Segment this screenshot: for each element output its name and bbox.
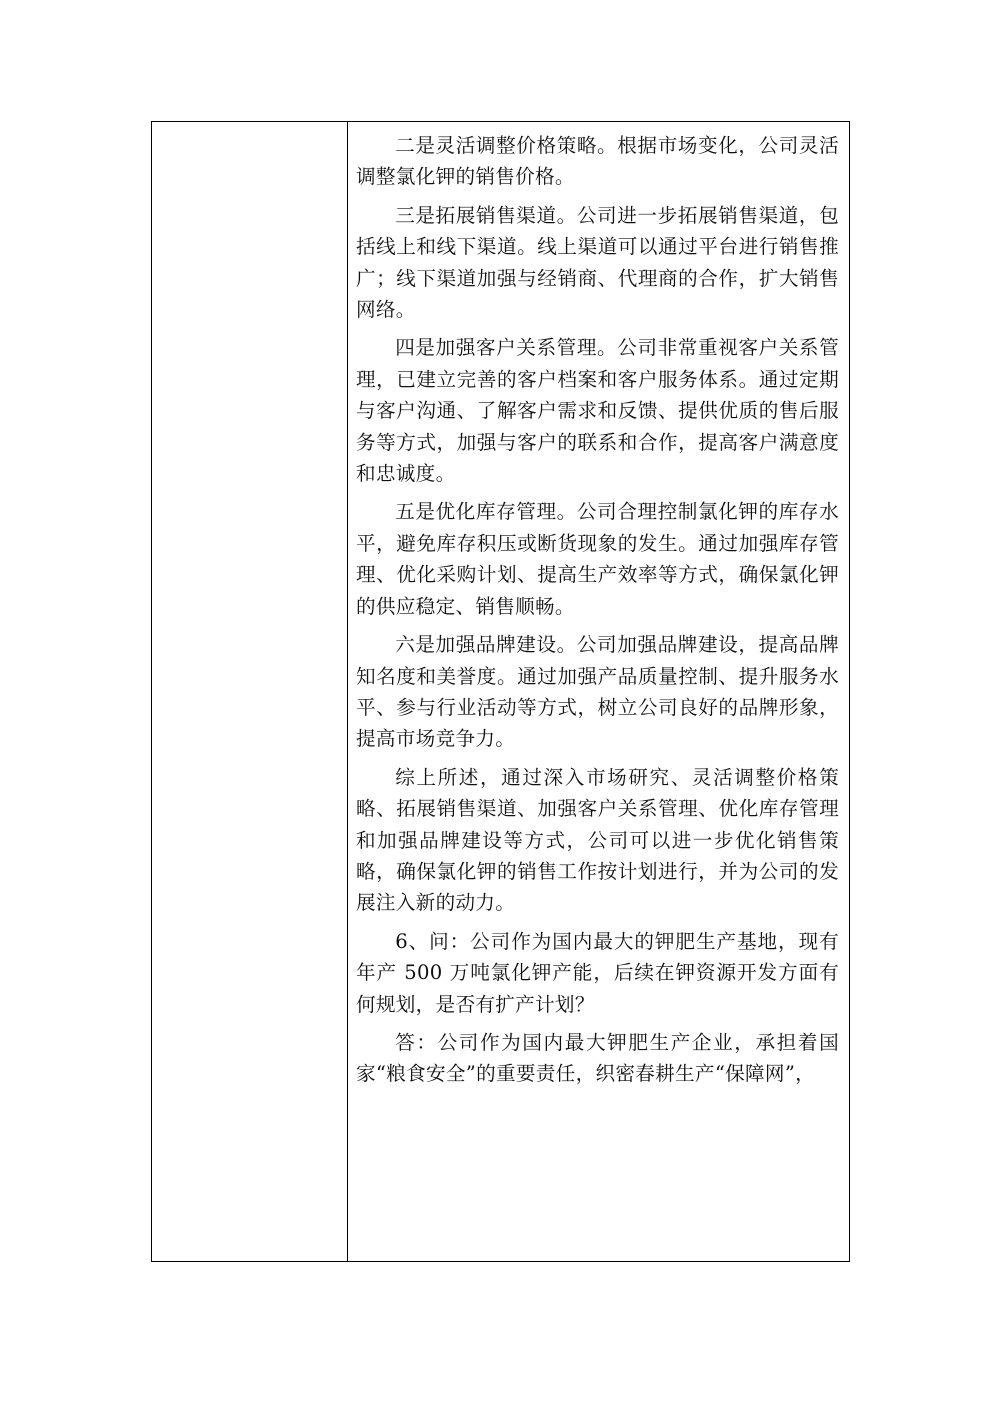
paragraph-question-6: 6、问：公司作为国内最大的钾肥生产基地，现有年产 500 万吨氯化钾产能，后续在钾资源开发方面有何规划，是否有扩产计划？: [356, 929, 839, 1016]
document-table: [151, 121, 850, 1262]
paragraph-price-strategy: 二是灵活调整价格策略。根据市场变化，公司灵活调整氯化钾的销售价格。: [356, 134, 839, 189]
paragraph-sales-channels: 三是拓展销售渠道。公司进一步拓展销售渠道，包括线上和线下渠道。线上渠道可以通过平台进行销售推广；线下渠道加强与经销商、代理商的合作，扩大销售网络。: [356, 203, 839, 322]
paragraph-customer-relations: 四是加强客户关系管理。公司非常重视客户关系管理，已建立完善的客户档案和客户服务体系。通过定期与客户沟通、了解客户需求和反馈、提供优质的售后服务等方式，加强与客户的联系和合作，提高客户满意度和忠诚度。: [356, 336, 839, 486]
paragraph-answer-6: 答：公司作为国内最大钾肥生产企业，承担着国家“粮食安全”的重要责任，织密春耕生产“保障网”，: [356, 1030, 839, 1086]
paragraph-brand-building: 六是加强品牌建设。公司加强品牌建设，提高品牌知名度和美誉度。通过加强产品质量控制、提升服务水平、参与行业活动等方式，树立公司良好的品牌形象，提高市场竞争力。: [356, 633, 839, 751]
paragraph-inventory-management: 五是优化库存管理。公司合理控制氯化钾的库存水平，避免库存积压或断货现象的发生。通过加强库存管理、优化采购计划、提高生产效率等方式，确保氯化钾的供应稳定、销售顺畅。: [356, 500, 839, 618]
paragraph-summary: 综上所述，通过深入市场研究、灵活调整价格策略、拓展销售渠道、加强客户关系管理、优化库存管理和加强品牌建设等方式，公司可以进一步优化销售策略，确保氯化钾的销售工作按计划进行，并为公司的发展注入新的动力。: [356, 765, 839, 915]
table-right-cell: [348, 122, 849, 1261]
table-left-cell: [152, 122, 348, 1261]
